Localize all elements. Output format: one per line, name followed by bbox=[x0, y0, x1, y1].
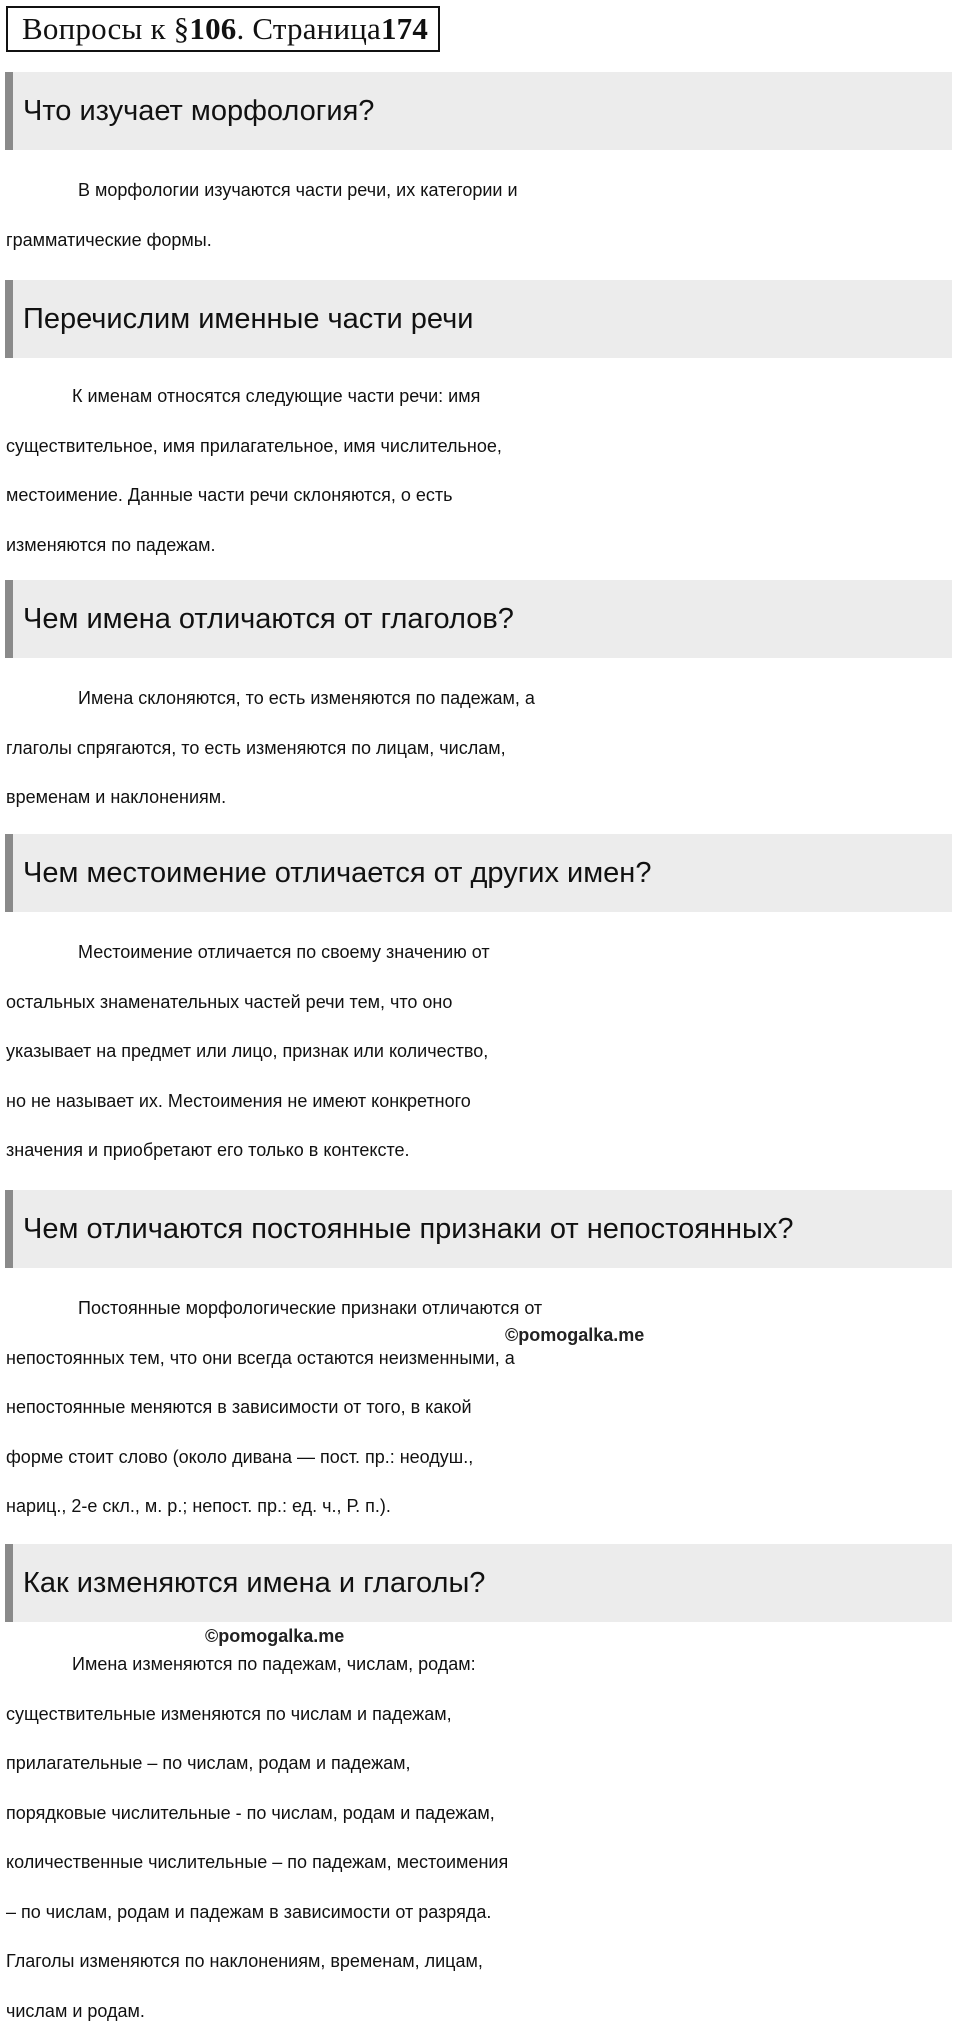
section-number: 106 bbox=[189, 11, 236, 47]
answer-line: грамматические формы. bbox=[6, 216, 952, 266]
question-block bbox=[5, 580, 952, 658]
answer-line: глаголы спрягаются, то есть изменяются по лицам, числам, bbox=[6, 724, 952, 774]
answer-line: Постоянные морфологические признаки отличаются от bbox=[6, 1284, 952, 1334]
answer-block bbox=[6, 928, 952, 1176]
question-block bbox=[5, 834, 952, 912]
answer-line: непостоянные меняются в зависимости от того, в какой bbox=[6, 1383, 952, 1433]
answer-line: временам и наклонениям. bbox=[6, 773, 952, 823]
answer-line: количественные числительные – по падежам, местоимения bbox=[6, 1838, 952, 1888]
page-header bbox=[6, 6, 440, 52]
answer-line: числам и родам. bbox=[6, 1987, 952, 2036]
answer-line: форме стоит слово (около дивана — пост. пр.: неодуш., bbox=[6, 1433, 952, 1483]
watermark: ©pomogalka.me bbox=[505, 1325, 644, 1346]
answer-line: – по числам, родам и падежам в зависимости от разряда. bbox=[6, 1888, 952, 1938]
answer-line: В морфологии изучаются части речи, их категории и bbox=[6, 166, 952, 216]
answer-block bbox=[6, 1284, 952, 1532]
answer-line: нариц., 2-е скл., м. р.; непост. пр.: ед. ч., Р. п.). bbox=[6, 1482, 952, 1532]
question-block bbox=[5, 1190, 952, 1268]
page-number: 174 bbox=[381, 11, 428, 47]
watermark: ©pomogalka.me bbox=[205, 1626, 344, 1647]
answer-line: значения и приобретают его только в контексте. bbox=[6, 1126, 952, 1176]
answer-line: Глаголы изменяются по наклонениям, временам, лицам, bbox=[6, 1937, 952, 1987]
answer-line: прилагательные – по числам, родам и падежам, bbox=[6, 1739, 952, 1789]
question-block bbox=[5, 1544, 952, 1622]
question-block bbox=[5, 72, 952, 150]
answer-block bbox=[6, 166, 952, 265]
answer-line: местоимение. Данные части речи склоняются, о есть bbox=[6, 471, 952, 521]
question-text: Чем имена отличаются от глаголов? bbox=[23, 603, 514, 636]
header-middle: . Страница bbox=[237, 11, 381, 47]
answer-line: указывает на предмет или лицо, признак или количество, bbox=[6, 1027, 952, 1077]
question-text: Перечислим именные части речи bbox=[23, 303, 473, 336]
answer-line: К именам относятся следующие части речи: имя bbox=[6, 372, 952, 422]
question-text: Что изучает морфология? bbox=[23, 95, 374, 128]
answer-block bbox=[6, 674, 952, 823]
question-block bbox=[5, 280, 952, 358]
answer-block bbox=[6, 1640, 952, 2036]
answer-line: но не называет их. Местоимения не имеют конкретного bbox=[6, 1077, 952, 1127]
answer-line: Местоимение отличается по своему значению от bbox=[6, 928, 952, 978]
answer-line: Имена изменяются по падежам, числам, родам: bbox=[6, 1640, 952, 1690]
answer-line: остальных знаменательных частей речи тем, что оно bbox=[6, 978, 952, 1028]
question-text: Чем местоимение отличается от других имен? bbox=[23, 857, 651, 890]
answer-line: существительные изменяются по числам и падежам, bbox=[6, 1690, 952, 1740]
answer-line: существительное, имя прилагательное, имя числительное, bbox=[6, 422, 952, 472]
answer-line: Имена склоняются, то есть изменяются по падежам, а bbox=[6, 674, 952, 724]
header-prefix: Вопросы к § bbox=[22, 11, 189, 47]
question-text: Как изменяются имена и глаголы? bbox=[23, 1567, 485, 1600]
answer-block bbox=[6, 372, 952, 570]
question-text: Чем отличаются постоянные признаки от непостоянных? bbox=[23, 1213, 793, 1246]
answer-line: изменяются по падежам. bbox=[6, 521, 952, 571]
answer-line: порядковые числительные - по числам, родам и падежам, bbox=[6, 1789, 952, 1839]
answer-line: непостоянных тем, что они всегда остаются неизменными, а bbox=[6, 1334, 952, 1384]
